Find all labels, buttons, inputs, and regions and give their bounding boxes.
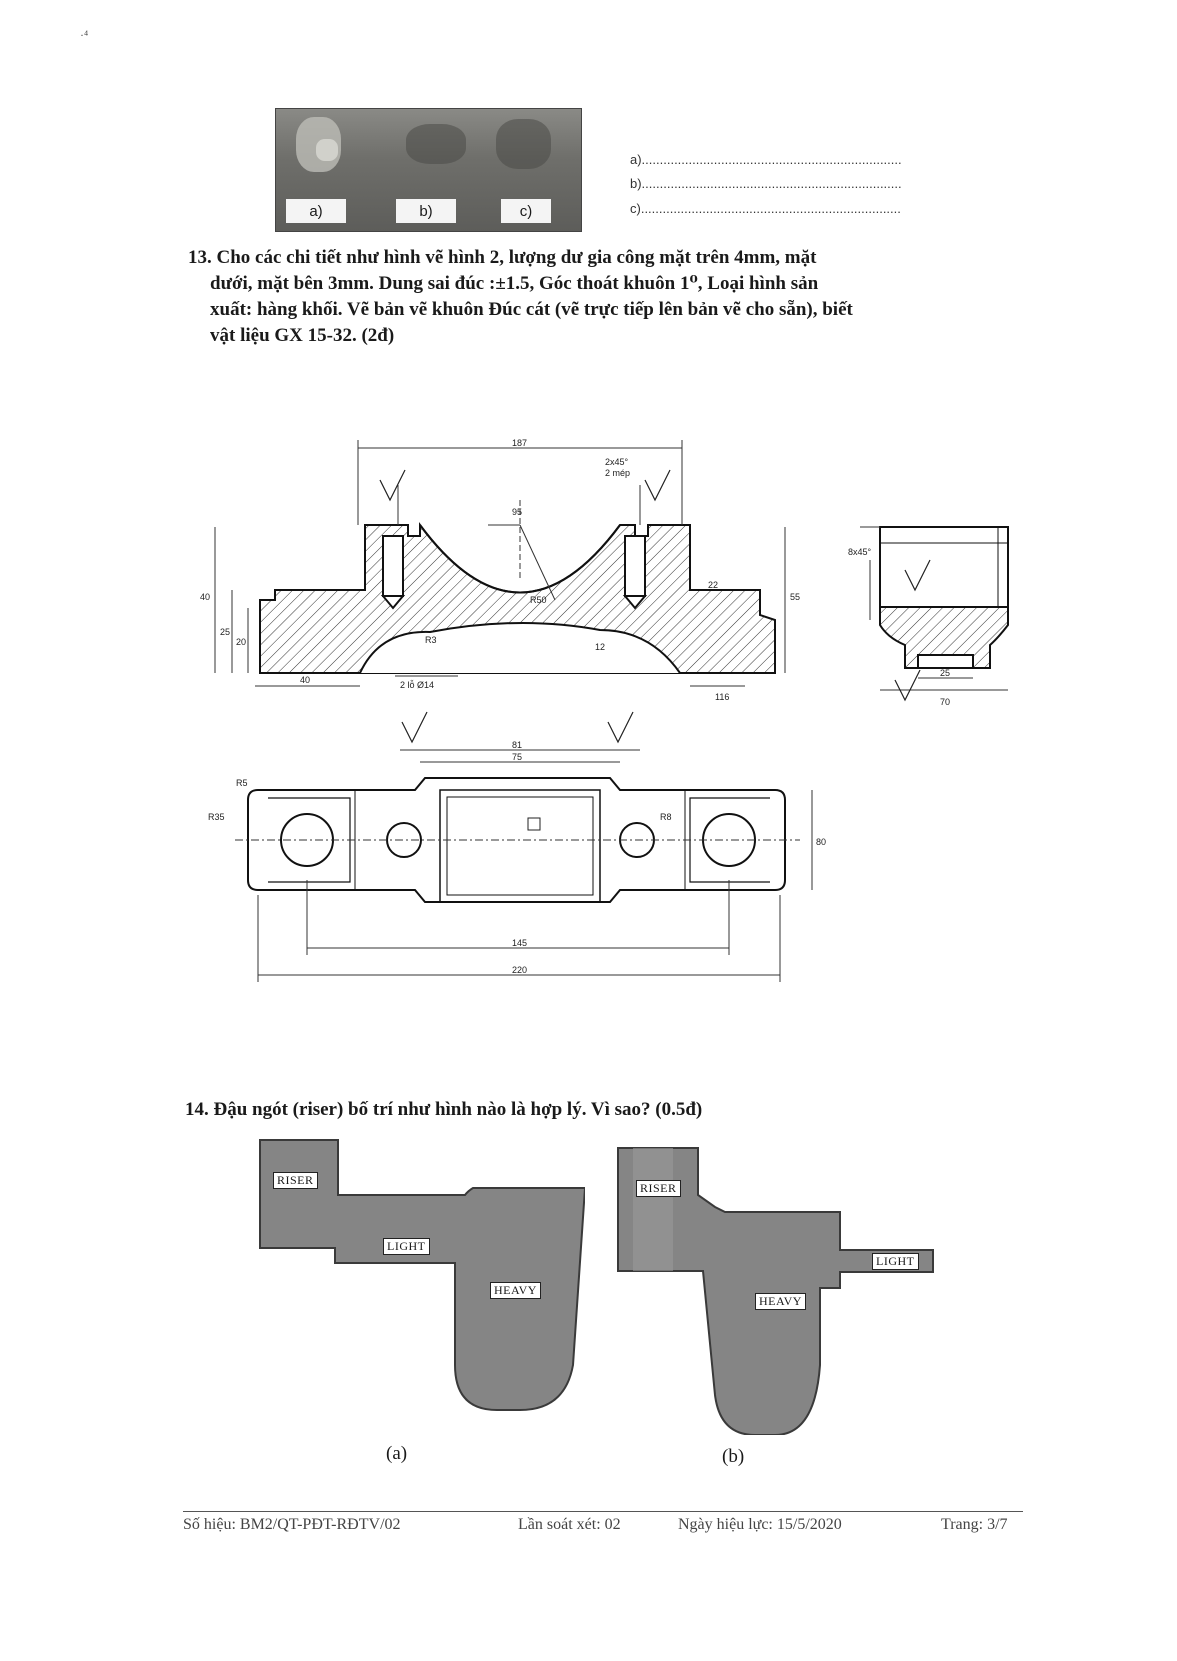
dim-left-length: 40 — [300, 675, 311, 685]
riser-b-heavy-label: HEAVY — [755, 1293, 806, 1310]
riser-b-riser-label: RISER — [636, 1180, 681, 1197]
dim-plan-width-outer: 81 — [512, 740, 523, 750]
dim-height-mid: 25 — [220, 627, 231, 637]
dim-overall-length: 187 — [512, 438, 528, 448]
dim-side-top: 8x45° — [848, 547, 872, 557]
front-view-section — [260, 525, 775, 673]
dim-center-width: 95 — [512, 507, 523, 517]
dim-thickness: 12 — [595, 642, 606, 652]
dim-plan-width-inner: 75 — [512, 752, 523, 762]
footer-page-number: Trang: 3/7 — [941, 1516, 1008, 1533]
dim-chamfer-note-2: 2 mép — [605, 468, 631, 478]
question-13-line-2: dưới, mặt bên 3mm. Dung sai đúc :±1.5, Góc thoát khuôn 1⁰, Loại hình sản — [210, 273, 819, 294]
caption-b: (b) — [722, 1446, 745, 1467]
riser-a-light-label: LIGHT — [383, 1238, 430, 1255]
dim-right-length: 116 — [715, 692, 730, 702]
dim-height-total: 55 — [790, 592, 801, 602]
answer-line-c[interactable]: c)........................................................................ — [630, 201, 901, 216]
riser-a-heavy-label: HEAVY — [490, 1282, 541, 1299]
riser-a-riser-label: RISER — [273, 1172, 318, 1189]
footer-revision: Lần soát xét: 02 — [518, 1516, 621, 1533]
dim-chamfer-note: 2x45° — [605, 457, 629, 467]
answer-line-b[interactable]: b)........................................................................ — [630, 176, 902, 191]
answer-line-a[interactable]: a)........................................................................ — [630, 152, 902, 167]
dim-plan-total: 220 — [512, 965, 528, 975]
page-footer — [183, 1511, 1023, 1536]
question-13-line-3: xuất: hàng khối. Vẽ bản vẽ khuôn Đúc cát (vẽ trực tiếp lên bản vẽ cho sẵn), biết — [210, 299, 853, 320]
footer-doc-code: Số hiệu: BM2/QT-PĐT-RĐTV/02 — [183, 1516, 401, 1533]
riser-b-light-label: LIGHT — [872, 1253, 919, 1270]
dim-plan-r-left: R35 — [208, 812, 225, 822]
photo-label-b: b) — [396, 199, 456, 223]
dim-plan-r-small: R5 — [236, 778, 248, 788]
dim-height-left: 40 — [200, 592, 211, 602]
dim-plan-height: 80 — [816, 837, 827, 847]
dim-side-bottom-width: 25 — [940, 668, 951, 678]
side-view — [880, 527, 1008, 668]
margin-mark: ·⁴ — [80, 28, 89, 42]
question-14: 14. Đậu ngót (riser) bố trí như hình nào là hợp lý. Vì sao? (0.5đ) — [185, 1099, 703, 1120]
footer-effective-date: Ngày hiệu lực: 15/5/2020 — [678, 1516, 842, 1533]
question-13-line-1: 13. Cho các chi tiết như hình vẽ hình 2, lượng dư gia công mặt trên 4mm, mặt — [188, 247, 817, 268]
photo-label-c: c) — [501, 199, 551, 223]
photo-label-a: a) — [286, 199, 346, 223]
dim-plan-r-right: R8 — [660, 812, 672, 822]
dim-rib: 22 — [708, 580, 719, 590]
dim-side-height: 20 — [236, 637, 247, 647]
dim-r-inner: R50 — [530, 595, 547, 605]
question-13-line-4: vật liệu GX 15-32. (2đ) — [210, 325, 395, 346]
dim-side-total-width: 70 — [940, 697, 951, 707]
dim-plan-hole-spacing: 145 — [512, 938, 528, 948]
dim-r-fillet: R3 — [425, 635, 437, 645]
dim-bottom-holes: 2 lỗ Ø14 — [400, 680, 435, 690]
caption-a: (a) — [386, 1443, 408, 1464]
